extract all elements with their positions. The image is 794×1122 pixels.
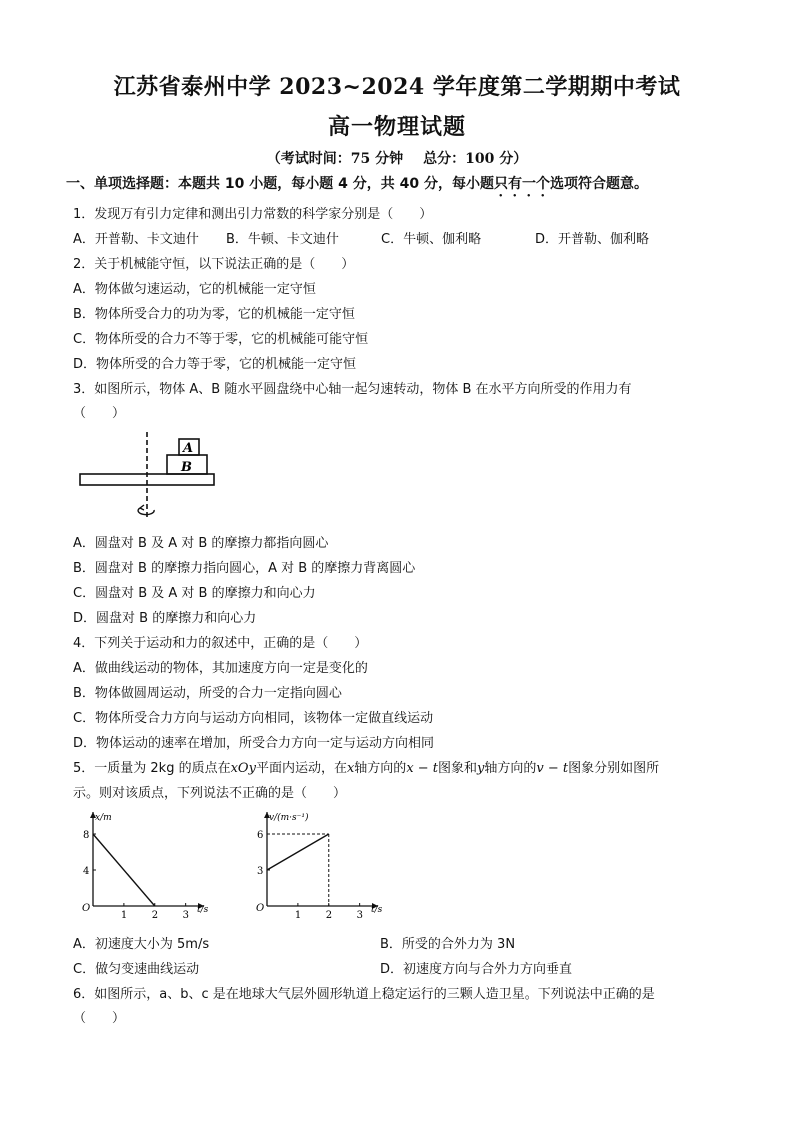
q6-stem: 6．如图所示，a、b、c 是在地球大气层外圆形轨道上稳定运行的三颗人造卫星。下列说法中正确的是 bbox=[73, 987, 655, 1002]
q4-stem: 4．下列关于运动和力的叙述中，正确的是（ ） bbox=[73, 636, 368, 651]
q5-stem-4: 图象和 bbox=[438, 761, 478, 776]
y-tick-label: 8 bbox=[83, 830, 90, 841]
x-tick-label: 2 bbox=[151, 910, 159, 921]
y-axis-label: v/(m·s⁻¹) bbox=[269, 813, 309, 823]
q4-option-d: D．物体运动的速率在增加，所受合力方向一定与运动方向相同 bbox=[73, 736, 435, 751]
q5-option-c: C．做匀变速曲线运动 bbox=[73, 962, 200, 977]
xt-graph bbox=[78, 808, 213, 923]
q1-option-a: A．开普勒、卡文迪什 bbox=[73, 232, 199, 247]
x-tick-label: 3 bbox=[182, 910, 190, 921]
block-b-label: B bbox=[181, 460, 192, 475]
q3-option-a: A．圆盘对 B 及 A 对 B 的摩擦力都指向圆心 bbox=[73, 536, 329, 551]
x-tick-label: 3 bbox=[356, 910, 364, 921]
q5-stem-5: 轴方向的 bbox=[484, 761, 537, 776]
origin-label: O bbox=[82, 903, 91, 914]
q5-vt: v − t bbox=[536, 761, 569, 776]
q6-paren: （ ） bbox=[73, 1011, 126, 1026]
q4-option-b: B．物体做圆周运动，所受的合力一定指向圆心 bbox=[73, 686, 342, 701]
q5-option-d: D．初速度方向与合外力方向垂直 bbox=[380, 962, 573, 977]
q2-stem: 2．关于机械能守恒，以下说法正确的是（ ） bbox=[73, 257, 355, 272]
q2-option-d: D．物体所受的合力等于零，它的机械能一定守恒 bbox=[73, 357, 357, 372]
y-tick-label: 6 bbox=[257, 830, 264, 841]
q5-xt: x − t bbox=[406, 761, 439, 776]
y-axis-label: x/m bbox=[95, 813, 112, 823]
data-line bbox=[93, 834, 155, 906]
q2-option-a: A．物体做匀速运动，它的机械能一定守恒 bbox=[73, 282, 316, 297]
q2-option-c: C．物体所受的合力不等于零，它的机械能可能守恒 bbox=[73, 332, 369, 347]
section-text-a: 一、单项选择题：本题共 10 小题，每小题 4 分，共 40 分，每小题 bbox=[66, 176, 494, 192]
x-axis-label: t/s bbox=[197, 905, 209, 915]
q5-y: y bbox=[477, 761, 485, 776]
rotation-arrow-head-icon bbox=[140, 505, 144, 510]
q1-option-c: C．牛顿、伽利略 bbox=[381, 232, 482, 247]
q2-option-b: B．物体所受合力的功为零，它的机械能一定守恒 bbox=[73, 307, 355, 322]
origin-label: O bbox=[256, 903, 265, 914]
q5-option-b: B．所受的合外力为 3N bbox=[380, 937, 516, 952]
exam-time: （考试时间：75 分钟 bbox=[266, 151, 404, 167]
exam-score: 总分：100 分） bbox=[423, 151, 528, 167]
x-tick-label: 1 bbox=[294, 910, 302, 921]
q3-option-b: B．圆盘对 B 的摩擦力指向圆心，A 对 B 的摩擦力背离圆心 bbox=[73, 561, 416, 576]
x-tick-label: 1 bbox=[120, 910, 128, 921]
q5-stem-2: 平面内运动，在 bbox=[255, 761, 347, 776]
q3-option-c: C．圆盘对 B 及 A 对 B 的摩擦力和向心力 bbox=[73, 586, 316, 601]
section-heading bbox=[66, 173, 648, 200]
section-text-b: 选项符合题意。 bbox=[549, 176, 648, 192]
q1-option-b: B．牛顿、卡文迪什 bbox=[226, 232, 339, 247]
y-tick-label: 3 bbox=[257, 866, 264, 877]
q5-stem-line2: 示。则对该质点，下列说法不正确的是（ ） bbox=[73, 786, 347, 801]
block-a-label: A bbox=[183, 441, 194, 456]
q1-option-d: D．开普勒、伽利略 bbox=[535, 232, 650, 247]
q5-stem-6: 图象分别如图所 bbox=[568, 761, 660, 776]
exam-subtitle: 高一物理试题 bbox=[327, 114, 466, 140]
data-line bbox=[267, 834, 329, 870]
y-tick-label: 4 bbox=[83, 866, 90, 877]
q3-paren: （ ） bbox=[73, 406, 126, 421]
q3-disk-figure bbox=[74, 430, 219, 525]
q3-stem: 3．如图所示，物体 A、B 随水平圆盘绕中心轴一起匀速转动，物体 B 在水平方向所受的作用力有 bbox=[73, 382, 632, 397]
q5-stem-1: 5．一质量为 2kg 的质点在 bbox=[73, 761, 231, 776]
x-axis-label: t/s bbox=[371, 905, 383, 915]
q5-stem bbox=[73, 757, 659, 776]
vt-graph bbox=[252, 808, 387, 923]
q3-option-d: D．圆盘对 B 的摩擦力和向心力 bbox=[73, 611, 257, 626]
exam-title: 江苏省泰州中学 2023~2024 学年度第二学期期中考试 bbox=[113, 74, 681, 100]
x-tick-label: 2 bbox=[325, 910, 333, 921]
section-emphasis: 只有一个 bbox=[493, 176, 550, 192]
q5-x: x bbox=[346, 761, 355, 776]
q5-stem-3: 轴方向的 bbox=[354, 761, 407, 776]
q4-option-c: C．物体所受合力方向与运动方向相同，该物体一定做直线运动 bbox=[73, 711, 434, 726]
q5-xoy: xOy bbox=[230, 761, 256, 776]
q5-option-a: A．初速度大小为 5m/s bbox=[73, 937, 210, 952]
exam-info bbox=[0, 148, 794, 168]
q4-option-a: A．做曲线运动的物体，其加速度方向一定是变化的 bbox=[73, 661, 368, 676]
q1-stem: 1．发现万有引力定律和测出引力常数的科学家分别是（ ） bbox=[73, 207, 433, 222]
